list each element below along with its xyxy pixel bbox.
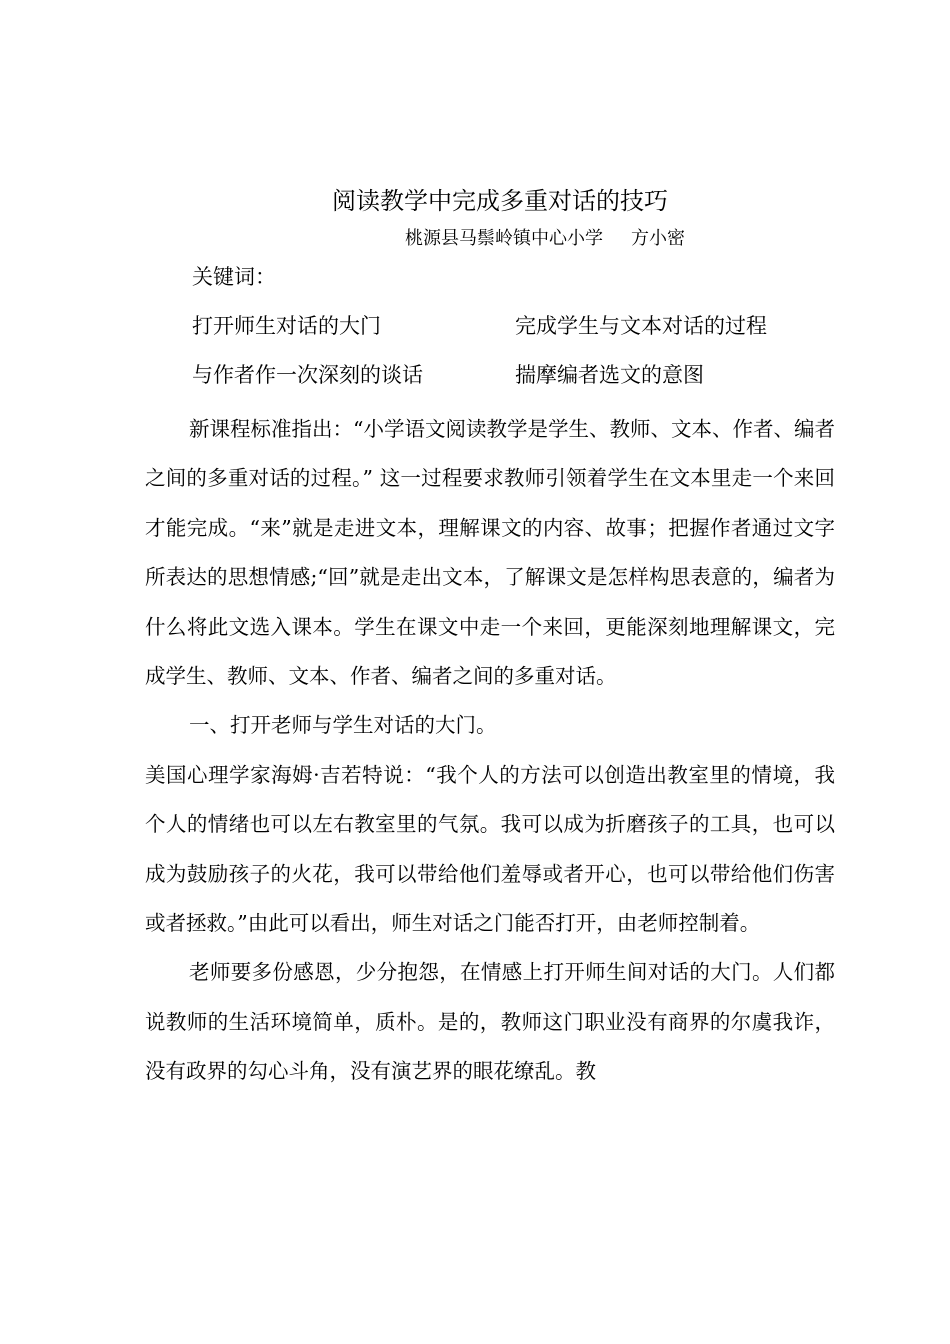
paragraph-intro: 新课程标准指出：“小学语文阅读教学是学生、教师、文本、作者、编者之间的多重对话的过程。” 这一过程要求教师引领着学生在文本里走一个来回才能完成。“来”就是走进文本，理解课文的内容、故事；把握作者通过文字所表达的思想情感;“回”就是走出文本，了解课文是怎样构思表意的，编者为什么将此文选入课本。学生在课文中走一个来回，更能深刻地理解课文，完成学生、教师、文本、作者、编者之间的多重对话。 [145, 417, 835, 689]
keywords-label: 关键词： [192, 265, 276, 289]
author-line [405, 226, 685, 252]
keyword-item: 揣摩编者选文的意图 [515, 363, 704, 387]
keyword-item: 完成学生与文本对话的过程 [515, 314, 767, 338]
keyword-item: 打开师生对话的大门 [192, 314, 381, 338]
body-text [145, 405, 835, 1097]
keyword-item: 与作者作一次深刻的谈话 [192, 363, 423, 387]
paragraph-quote: 美国心理学家海姆·吉若特说：“我个人的方法可以创造出教室里的情境，我个人的情绪也可以左右教室里的气氛。我可以成为折磨孩子的工具，也可以成为鼓励孩子的火花，我可以带给他们羞辱或者开心，也可以带给他们伤害或者拯救。”由此可以看出，师生对话之门能否打开，由老师控制着。 [145, 762, 835, 936]
paragraph-teacher: 老师要多份感恩，少分抱怨，在情感上打开师生间对话的大门。人们都说教师的生活环境简单，质朴。是的，教师这门职业没有商界的尔虞我诈，没有政界的勾心斗角，没有演艺界的眼花缭乱。教 [145, 960, 835, 1084]
author-school: 桃源县马鬃岭镇中心小学 [405, 228, 603, 249]
document-title: 阅读教学中完成多重对话的技巧 [332, 187, 668, 215]
section-heading: 一、打开老师与学生对话的大门。 [189, 713, 497, 738]
author-name: 方小密 [631, 228, 685, 249]
